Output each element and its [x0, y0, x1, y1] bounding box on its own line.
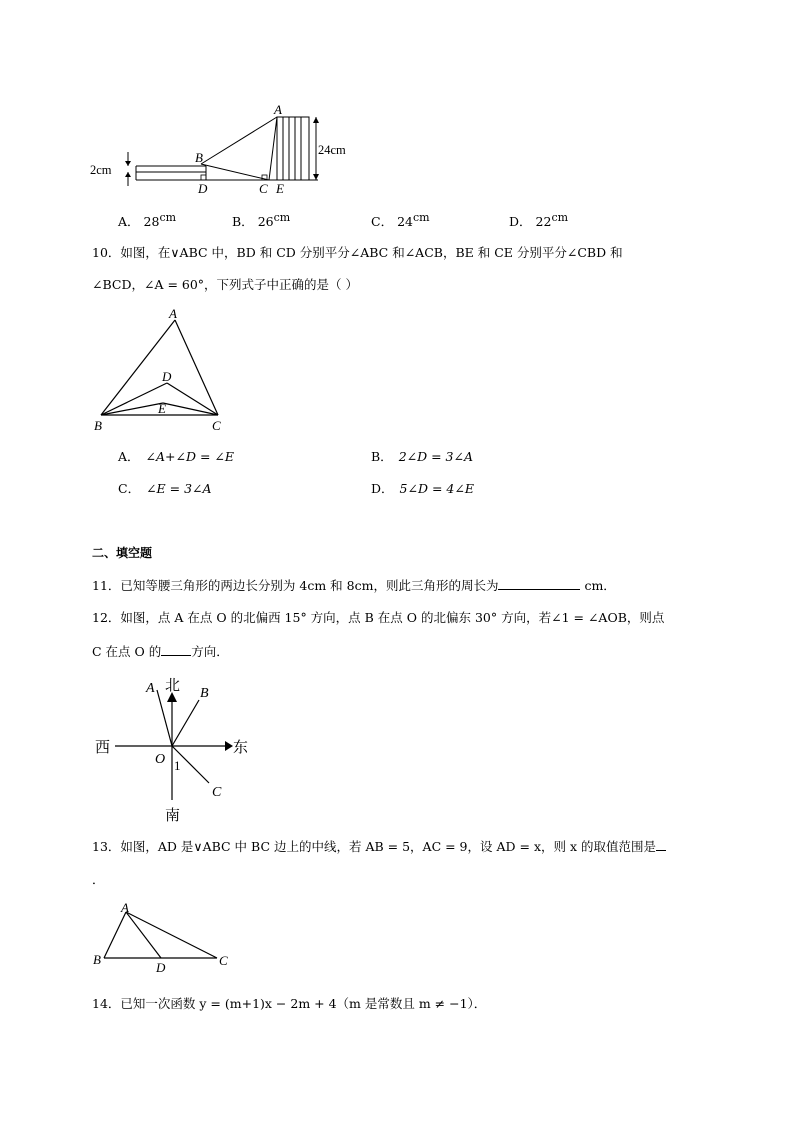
fig9-dim-24cm: 24cm	[318, 143, 346, 157]
fig13-label-c: C	[219, 953, 228, 968]
fig10-label-e: E	[158, 401, 166, 416]
q9-option-b[interactable]: B． $26^{cm}$	[232, 211, 291, 230]
fig12-north: 北	[165, 678, 181, 694]
q9-option-c[interactable]: C． $24^{cm}$	[371, 211, 430, 230]
q10-line1: 10．如图，在∨ABC 中，BD 和 CD 分别平分∠ABC 和∠ACB，BE 和 CE 分别平分∠CBD 和	[92, 245, 623, 260]
fig10-label-a: A	[169, 306, 177, 321]
q12-line1: 12．如图，点 A 在点 O 的北偏西 15° 方向，点 B 在点 O 的北偏东 30° 方向，若∠1 = ∠AOB，则点	[92, 610, 665, 625]
fig12-label-c: C	[212, 785, 222, 800]
fig9-label-a: A	[274, 102, 282, 117]
q10-line2: ∠BCD，∠A = 60°，下列式子中正确的是（ ）	[92, 277, 359, 292]
fig12-label-o: O	[155, 752, 166, 767]
fig12-south: 南	[165, 808, 181, 824]
fig12-angle-1: 1	[174, 758, 181, 773]
fig9-label-e: E	[276, 181, 284, 196]
fig12-east: 东	[233, 740, 249, 756]
q10-option-a[interactable]: A． ∠A+∠D = ∠E	[118, 449, 235, 464]
q12-line2: C 在点 O 的 方向．	[92, 644, 229, 659]
q10-option-b[interactable]: B． 2∠D = 3∠A	[371, 449, 474, 464]
q9-option-a[interactable]: A． $28^{cm}$	[118, 211, 177, 230]
section-title: 二、填空题	[92, 546, 153, 560]
fig10-label-c: C	[212, 418, 221, 433]
fig9-dim-2cm: 2cm	[90, 163, 112, 177]
fig10-label-d: D	[162, 369, 172, 384]
fig12-west: 西	[95, 740, 111, 756]
fig9-label-b: B	[195, 150, 203, 165]
fig12-label-a: A	[146, 681, 155, 696]
fig13-label-b: B	[93, 952, 101, 967]
q10-option-d[interactable]: D． 5∠D = 4∠E	[371, 481, 474, 496]
fig12-label-b: B	[200, 686, 209, 701]
q9-option-d[interactable]: D． $22^{cm}$	[509, 211, 569, 230]
fig13-label-a: A	[121, 900, 129, 915]
fig10-label-b: B	[94, 418, 102, 433]
fig9-label-d: D	[198, 181, 208, 196]
q11-line: 11．已知等腰三角形的两边长分别为 4cm 和 8cm，则此三角形的周长为 cm．	[92, 578, 616, 593]
q10-option-c[interactable]: C． ∠E = 3∠A	[118, 481, 212, 496]
q13-line2: ．	[92, 872, 105, 887]
q13-line1: 13．如图，AD 是∨ABC 中 BC 边上的中线，若 AB = 5，AC = 9，设 AD = x，则 x 的取值范围是	[92, 838, 666, 855]
q14-line: 14．已知一次函数 y = (m+1)x − 2m + 4（m 是常数且 m ≠ −1）．	[92, 996, 487, 1011]
fig9-label-c: C	[259, 181, 268, 196]
fig13-label-d: D	[156, 960, 166, 975]
